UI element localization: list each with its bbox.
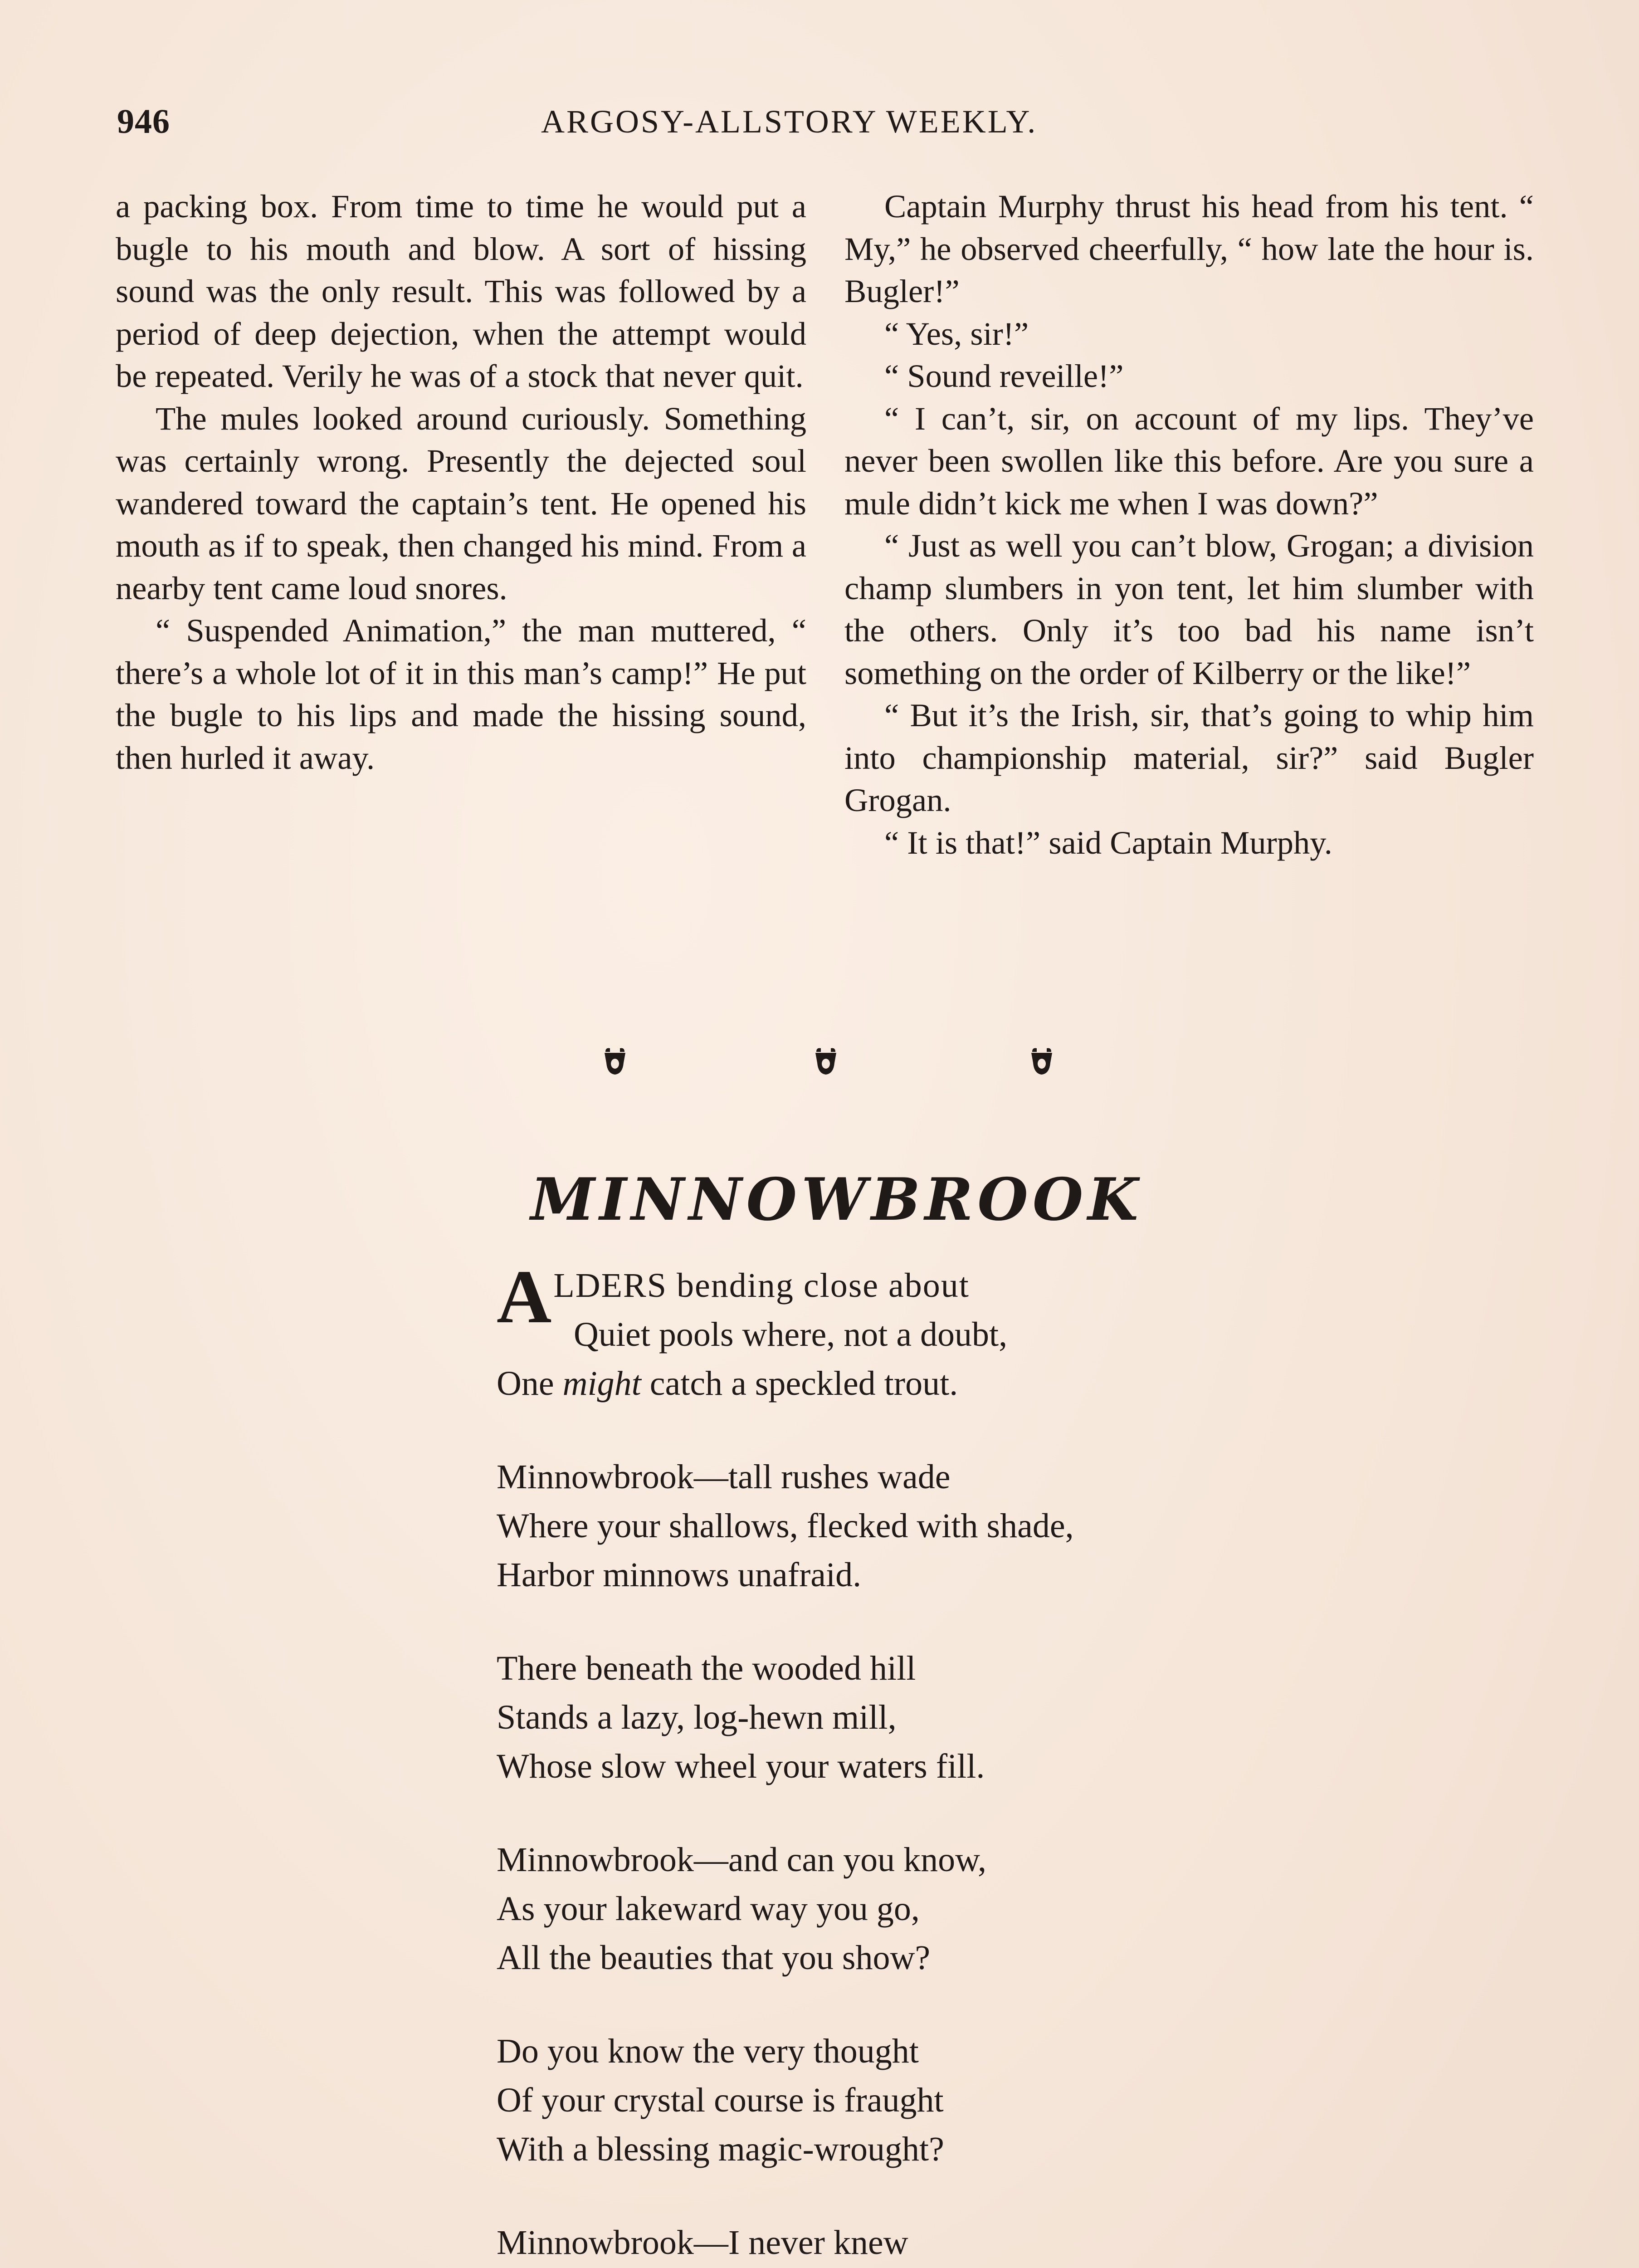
stanza xyxy=(497,1644,1268,1791)
poem-line: All the beauties that you show? xyxy=(497,1939,931,1977)
pot-hook-ornament-icon xyxy=(1029,1046,1055,1078)
page-number: 946 xyxy=(117,103,170,141)
paragraph: a packing box. From time to time he would put a bugle to his mouth and blow. A sort of hissing sound was the only result. This was followed by a period of deep dejection, when the attempt would be repeated. Verily he was of a stock that never quit. xyxy=(116,188,806,394)
paragraph: “ Sound reveille!” xyxy=(884,357,1124,394)
running-head: ARGOSY-ALLSTORY WEEKLY. xyxy=(541,103,1038,140)
poem-line: Minnowbrook—I never knew xyxy=(497,2224,908,2262)
drop-cap: A xyxy=(497,1255,552,1339)
paragraph: “ It is that!” said Captain Murphy. xyxy=(884,824,1332,861)
poem-line: With a blessing magic-wrought? xyxy=(497,2130,944,2168)
paragraph: The mules looked around curiously. Something was certainly wrong. Presently the dejected soul wandered toward the captain’s tent. He opened his mouth as if to speak, then changed his mind. From a nearby tent came loud snores. xyxy=(116,400,806,606)
stanza xyxy=(497,2218,1268,2268)
page-header xyxy=(117,102,1115,152)
poem-line: Minnowbrook—and can you know, xyxy=(497,1841,987,1879)
pot-hook-ornament-icon xyxy=(813,1046,839,1078)
poem-line: LDERS bending close about xyxy=(553,1266,970,1305)
poem-line: There beneath the wooded hill xyxy=(497,1649,916,1687)
poem-body xyxy=(497,1255,1268,2268)
emphasis: might xyxy=(562,1364,641,1403)
poem-line: Where your shallows, flecked with shade, xyxy=(497,1507,1074,1545)
paragraph: “ But it’s the Irish, sir, that’s going to whip him into championship material, sir?” said Bugler Grogan. xyxy=(844,697,1534,818)
pot-hook-ornament-icon xyxy=(602,1046,628,1078)
stanza xyxy=(497,2027,1268,2174)
poem-line: Harbor minnows unafraid. xyxy=(497,1556,862,1594)
poem-line: As your lakeward way you go, xyxy=(497,1890,920,1928)
left-column xyxy=(116,185,806,779)
stanza xyxy=(497,1255,1268,1408)
paragraph: “ Suspended Animation,” the man muttered, “ there’s a whole lot of it in this man’s camp!” He put the bugle to his lips and made the hissing sound, then hurled it away. xyxy=(116,612,806,776)
poem-line-with-italic xyxy=(497,1359,1268,1408)
paragraph: “ Yes, sir!” xyxy=(884,315,1029,352)
poem-line: Quiet pools where, not a doubt, xyxy=(574,1315,1008,1354)
stanza xyxy=(497,1452,1268,1599)
paragraph: Captain Murphy thrust his head from his tent. “ My,” he observed cheerfully, “ how late the hour is. Bugler!” xyxy=(844,188,1534,309)
poem-title: MINNOWBROOK xyxy=(531,1166,1143,1234)
paragraph: “ I can’t, sir, on account of my lips. They’ve never been swollen like this before. Are you sure a mule didn’t kick me when I was down?” xyxy=(844,400,1534,522)
stanza xyxy=(497,1835,1268,1982)
poem-line: Minnowbrook—tall rushes wade xyxy=(497,1458,951,1496)
poem-line: One might catch a speckled trout. xyxy=(497,1364,958,1403)
poem-line: Stands a lazy, log-hewn mill, xyxy=(497,1698,897,1736)
poem-line: Of your crystal course is fraught xyxy=(497,2081,944,2119)
right-column xyxy=(844,185,1534,864)
section-divider xyxy=(0,1046,1639,1082)
paragraph: “ Just as well you can’t blow, Grogan; a division champ slumbers in yon tent, let him slumber with the others. Only it’s too bad his name isn’t something on the order of Kilberry or the like!” xyxy=(844,527,1534,691)
poem-line: Do you know the very thought xyxy=(497,2032,919,2070)
poem-line: Whose slow wheel your waters fill. xyxy=(497,1747,985,1785)
